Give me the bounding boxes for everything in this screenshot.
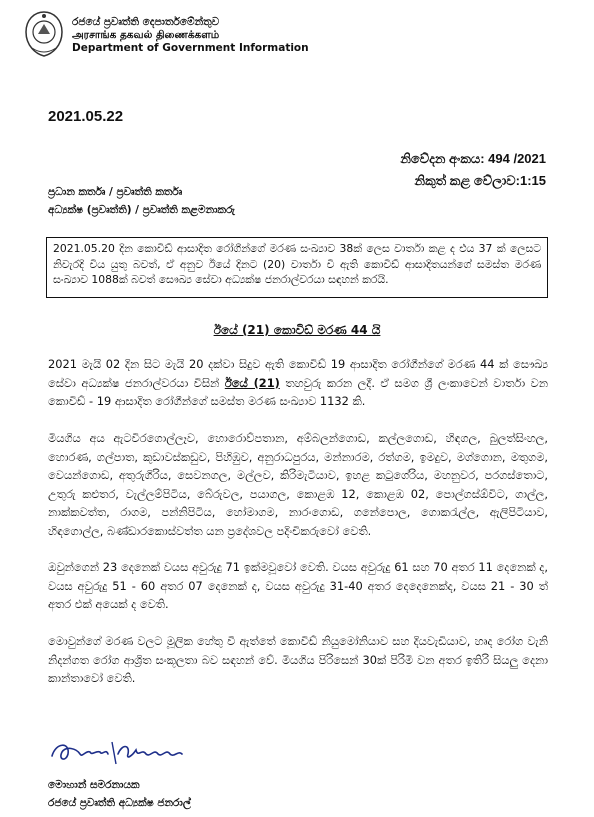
addressee-line: අධ්‍යක්ෂ (ප්‍රවෘත්ති) / ප්‍රවෘත්ති කළමනාකරු — [48, 204, 235, 216]
signatory-name: මොහාන් සමරනායක — [48, 779, 140, 791]
addressee-block — [48, 183, 235, 219]
news-heading — [0, 323, 594, 338]
paragraph-causes: මොවුන්ගේ මරණ වලට මූලික හේතු වී ඇත්තේ කොවිඩ් නියුමෝනියාව සහ දියවැඩියාව, හෘද රෝග වැනි නිදන්ගත රෝග ආශ්‍රිත සංකූලතා බව සඳහන් වේ. මියගිය පිරිසෙන් 30ක් පිරිමි වන අතර ඉතිරි සියලු දෙනා කාන්තාවෝ වෙති. — [48, 634, 548, 685]
paragraph-summary-start: 2021 මැයි 02 දින සිට මැයි 20 දක්වා සිදුව ඇති කොවිඩ් 19 ආසාදිත රෝගීන්ගේ මරණ 44 ක් සෞඛ්‍ය සේවා අධ්‍යක්ෂ ජනරාල්වරයා විසින් — [48, 357, 548, 390]
department-name-sinhala: රජයේ ප්‍රවෘත්ති දෙපාර්තමේන්තුව — [72, 16, 220, 28]
paragraph-summary-bold: ඊයේ (21) — [224, 375, 280, 390]
department-name-english: Department of Government Information — [72, 42, 309, 54]
correction-notice-box: 2021.05.20 දින කොවිඩ් ආසාදිත රෝගීන්ගේ මරණ සංඛ්‍යාව 38ක් ලෙස වාර්තා කළ ද එය 37 ක් ලෙසට නිවැරදි විය යුතු බවත්, ඒ අනුව ඊයේ දිනට (20) වාර්තා වී ඇති කොවිඩ් ආසාදිතයන්ගේ සමස්ත මරණ සංඛ්‍යාව 1088ක් බවත් සෞඛ්‍ය සේවා අධ්‍යක්ෂ ජනරාල්වරයා සඳහන් කරයි. — [46, 237, 548, 298]
signatory-block — [48, 776, 191, 812]
paragraph-ages: ඔවුන්ගෙන් 23 දෙනෙක් වයස අවුරුදු 71 ඉක්මවූවෝ වෙති. වයස අවුරුදු 61 සහ 70 අතර 11 දෙනෙක් ද, වයස අවුරුදු 51 - 60 අතර 07 දෙනෙක් ද, වයස අවුරුදු 31-40 අතර දෙදෙනෙක්ද, වයස 21 - 30 ත් අතර එක් අයෙක් ද වෙති. — [48, 560, 548, 611]
release-date: 2021.05.22 — [48, 108, 124, 125]
paragraph-summary — [48, 355, 548, 411]
release-number: නිවේදන අංකය: 494 /2021 — [400, 151, 546, 166]
paragraph-areas: මියගිය අය ඇටවිරගොල්ලෑව, හොරොව්පතාන, අම්බලන්ගොඩ, කල්ලගොඩ, හිඳගල, බුලත්සිංහල, හොරණ, ගල්පාත, කුඩාවස්කඩුව, පිහිඹුව, අනුරාධපුරය, මන්නාරම, රත්ගම, ඉමදුව, මග්ගොන, මතුගම, වෙයන්ගොඩ, අතුරුගිරිය, සෙවනගල, මල්ලව, කිරිමැටියාව, ඉහළ කටුගේරිය, මහනුවර, පරගස්තොට, උතුරු කළුතර, වැල්ලම්පිටිය, බේරුවල, පයාගල, කොළඹ 12, කොළඹ 02, පොල්ගස්ඕවිට, ගාල්ල, නාක්කවත්ත, රාගම, පන්නිපිටිය, හෝමාගම, නාරංගොඩ, ගනේපොල, ගොකරැල්ල, ඇලිපිටියාව, හිඳගොල්ල, බණ්ඩාරකොස්වත්ත යන ප්‍රදේශවල පදිංචිකරුවෝ වෙති. — [48, 431, 548, 538]
government-emblem-icon — [24, 10, 64, 58]
release-time: නිකුත් කළ වේලාව:1:15 — [414, 173, 546, 188]
department-name-tamil: அரசாங்க தகவல் திணைக்களம் — [72, 29, 220, 41]
signatory-title: රජයේ ප්‍රවෘත්ති අධ්‍යක්ෂ ජනරාල් — [48, 797, 191, 809]
addressee-line: ප්‍රධාන කර්තෘ / ප්‍රවෘත්ති කර්තෘ — [48, 186, 183, 198]
news-heading-text: ඊයේ (21) කොවිඩ් මරණ 44 යි — [213, 323, 381, 337]
paragraph-summary-end: තහවුරු කරන ලදී. ඒ සමග ශ්‍රී ලංකාවෙන් වාර්තා වන කොවිඩ් - 19 ආසාදිත රෝගීන්ගේ සමස්ත මරණ සංඛ්‍යාව 1132 කි. — [48, 375, 548, 408]
release-reference — [400, 148, 546, 192]
department-header — [72, 16, 309, 55]
signature-image — [46, 734, 196, 774]
